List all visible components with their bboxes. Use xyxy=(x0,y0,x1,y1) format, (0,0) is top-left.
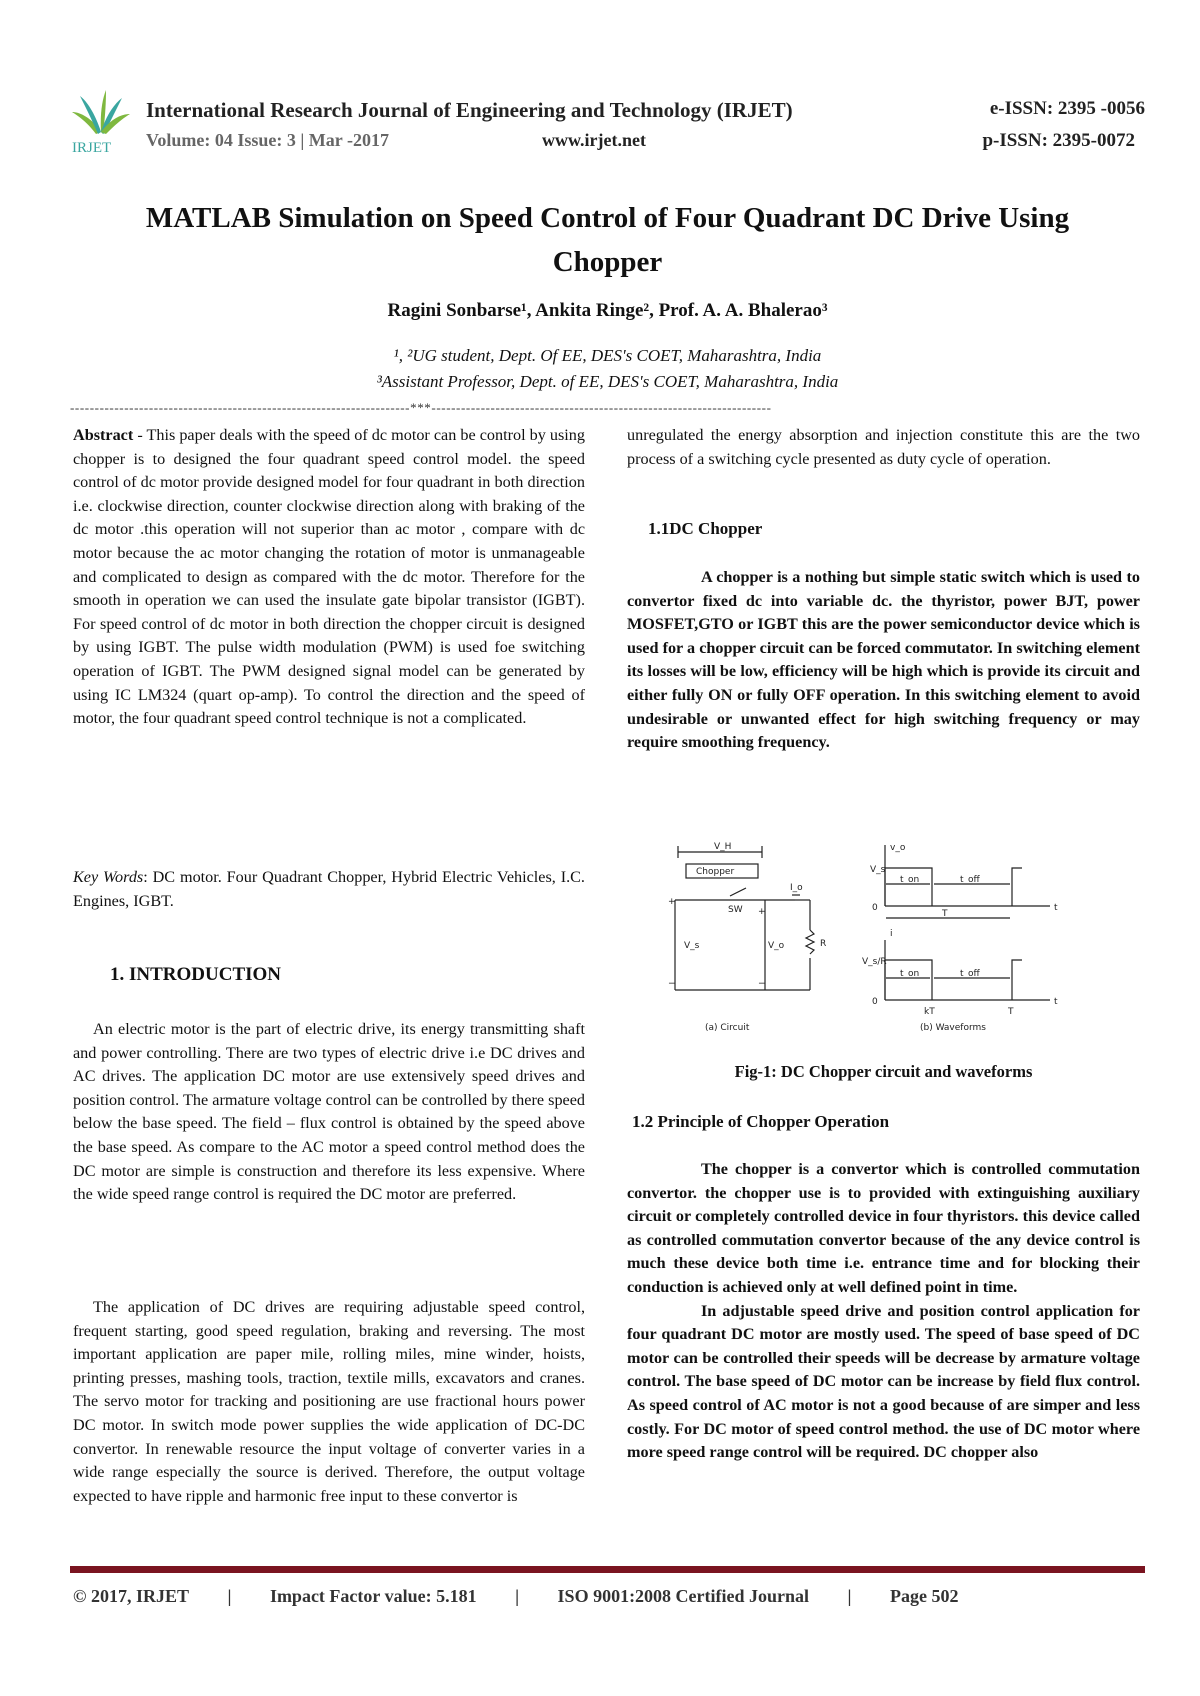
label-period: T xyxy=(942,909,948,919)
section-1-1-text: A chopper is a nothing but simple static switch which is used to convertor fixed dc into variable dc. the thyristor, power BJT, power MOSFET,GTO or IGBT this are the power semiconductor device which is used for a chopper circuit can be forced commutator. In switching element its losses will be low, efficiency will be high which is provide its circuit and either fully ON or fully OFF operation. In this switching element to avoid undesirable or unwanted effect for high switching frequency or may require smoothing frequency. xyxy=(627,568,1140,752)
keywords-label: Key Words xyxy=(73,868,144,886)
footer-impact-factor: Impact Factor value: 5.181 xyxy=(269,1586,477,1606)
volume-issue: Volume: 04 Issue: 3 | Mar -2017 xyxy=(146,130,389,150)
right-top-text: unregulated the energy absorption and injection constitute this are the two process of a switching cycle presented as duty cycle of operation. xyxy=(627,426,1140,468)
label-kt: kT xyxy=(924,1007,935,1017)
section-1-2-heading: 1.2 Principle of Chopper Operation xyxy=(632,1112,890,1131)
title-line-1: MATLAB Simulation on Speed Control of Four Quadrant DC Drive Using xyxy=(145,202,1070,234)
keywords xyxy=(73,866,585,913)
label-vs-over-r: V_s/R xyxy=(862,957,887,967)
label-i-axis: i xyxy=(890,929,893,939)
keywords-text: : DC motor. Four Quadrant Chopper, Hybrid Electric Vehicles, I.C. Engines, IGBT. xyxy=(73,868,585,910)
separator-line: ---------------------------------------------------------------------***--------------------------------------------------------------------- xyxy=(70,400,772,415)
section-1-1-body xyxy=(627,566,1140,755)
abstract xyxy=(73,424,585,731)
introduction-para-2 xyxy=(73,1296,585,1508)
footer-separator-2: | xyxy=(515,1586,520,1606)
svg-text:−: − xyxy=(758,979,766,989)
abstract-text: - This paper deals with the speed of dc motor can be control by using chopper is to designed the four quadrant speed control model. the speed control of dc motor provide designed model for four quadrant in both direction i.e. clockwise direction, counter clockwise direction along with braking of the dc motor .this operation will not superior than ac motor , compare with dc motor because the ac motor changing the rotation of motor is unmanageable and complicated to design as compared with the dc motor. Therefore for the smooth in operation we can used the insulate gate bipolar transistor (IGBT). For speed control of dc motor in both direction the chopper circuit is designed by using IGBT. The pulse width modulation (PWM) is used foe switching operation of IGBT. The PWM designed signal model can be generated by using IC LM324 (quart op-amp). To control the direction and the speed of motor, the four quadrant speed control technique is not a complicated. xyxy=(73,426,585,728)
introduction-para-1 xyxy=(73,1018,585,1207)
caption-waveforms: (b) Waveforms xyxy=(920,1023,986,1033)
irjet-logo-icon xyxy=(70,88,132,156)
chopper-figure xyxy=(650,840,1080,1040)
label-T: T xyxy=(1008,1007,1014,1017)
label-chopper: Chopper xyxy=(696,867,735,877)
label-t-axis-2: t xyxy=(1054,997,1058,1007)
svg-text:−: − xyxy=(668,979,676,989)
label-vs: V_s xyxy=(684,941,700,951)
label-sw: SW xyxy=(728,905,743,915)
label-io: I_o xyxy=(790,883,803,893)
footer-separator-3: | xyxy=(847,1586,852,1606)
section-1-1-heading: 1.1DC Chopper xyxy=(648,519,763,538)
paper-title xyxy=(70,196,1145,284)
label-vh: V_H xyxy=(714,842,732,852)
footer-separator-1: | xyxy=(227,1586,232,1606)
page-footer xyxy=(73,1586,959,1607)
footer-rule xyxy=(70,1566,1145,1573)
title-line-2: Chopper xyxy=(552,246,663,278)
journal-header xyxy=(70,88,1145,158)
journal-name: International Research Journal of Engineering and Technology (IRJET) xyxy=(146,98,793,122)
label-r: R xyxy=(820,939,827,949)
label-t-axis-1: t xyxy=(1054,903,1058,913)
label-zero-1: 0 xyxy=(872,903,878,913)
right-top-para xyxy=(627,424,1140,471)
section-1-2-para-1: The chopper is a convertor which is controlled commutation convertor. the chopper use is to provided with extinguishing auxiliary circuit or completely controlled device in four thyristors. this device called as controlled commutation convertor because of the any device control is much these device both time i.e. entrance time and for blocking their conduction is achieved only at well defined point in time. xyxy=(627,1160,1140,1296)
label-ton-1: t_on xyxy=(900,875,920,885)
e-issn: e-ISSN: 2395 -0056 xyxy=(989,98,1145,119)
footer-page-number: Page 502 xyxy=(890,1586,959,1606)
label-toff-1: t_off xyxy=(960,875,980,885)
affiliation-1: ¹, ²UG student, Dept. Of EE, DES's COET, Maharashtra, India xyxy=(393,346,822,365)
label-zero-2: 0 xyxy=(872,997,878,1007)
footer-copyright: © 2017, IRJET xyxy=(73,1586,189,1606)
introduction-heading: 1. INTRODUCTION xyxy=(110,964,282,985)
label-vs-wave: V_s xyxy=(870,865,886,875)
svg-text:+: + xyxy=(668,897,676,907)
label-vo: V_o xyxy=(768,941,785,951)
figure-caption: Fig-1: DC Chopper circuit and waveforms xyxy=(734,1062,1033,1081)
intro-para-2-text: The application of DC drives are requiring adjustable speed control, frequent starting, good speed regulation, braking and reversing. The most important application are paper mile, rolling miles, mine winder, hoists, printing presses, mashing tools, traction, textile mills, excavators and cranes. The servo motor for tracking and positioning are use fractional hours power DC motor. In switch mode power supplies the wide application of DC-DC convertor. In renewable resource the input voltage of converter varies in a wide range especially the source is derived. Therefore, the output voltage expected to have ripple and harmonic free input to these convertor is xyxy=(73,1298,585,1505)
logo-text: IRJET xyxy=(72,140,112,156)
affiliation-2: ³Assistant Professor, Dept. of EE, DES's COET, Maharashtra, India xyxy=(376,372,839,391)
section-1-2-para-2: In adjustable speed drive and position control application for four quadrant DC motor are mostly used. The speed of base speed of DC motor can be controlled their speeds will be decrease by armature voltage control. The base speed of DC motor can be increase by field flux control. As speed control of AC motor is not a good because of are simper and less costly. For DC motor of speed control method. the use of DC motor where more speed range control will be required. DC chopper also xyxy=(627,1301,1140,1462)
footer-iso: ISO 9001:2008 Certified Journal xyxy=(557,1586,810,1606)
caption-circuit: (a) Circuit xyxy=(705,1023,750,1033)
intro-para-1-text: An electric motor is the part of electric drive, its energy transmitting shaft and power controlling. There are two types of electric drive i.e DC drives and AC drives. The application DC motor are use extensively speed drives and position control. The armature voltage control can be controlled by there speed below the base speed. The field – flux control is obtained by the speed above the base speed. As compare to the AC motor a speed control method does the DC motor are simple is construction and therefore its less expensive. Where the wide speed range control is required the DC motor are preferred. xyxy=(73,1020,585,1204)
label-vo-axis: v_o xyxy=(890,843,906,853)
authors: Ragini Sonbarse¹, Ankita Ringe², Prof. A. A. Bhalerao³ xyxy=(387,300,828,321)
label-toff-2: t_off xyxy=(960,969,980,979)
section-1-2-body xyxy=(627,1158,1140,1465)
p-issn: p-ISSN: 2395-0072 xyxy=(982,130,1135,151)
svg-text:+: + xyxy=(758,907,766,917)
journal-website[interactable]: www.irjet.net xyxy=(542,130,646,150)
abstract-label: Abstract xyxy=(73,426,134,444)
label-ton-2: t_on xyxy=(900,969,920,979)
